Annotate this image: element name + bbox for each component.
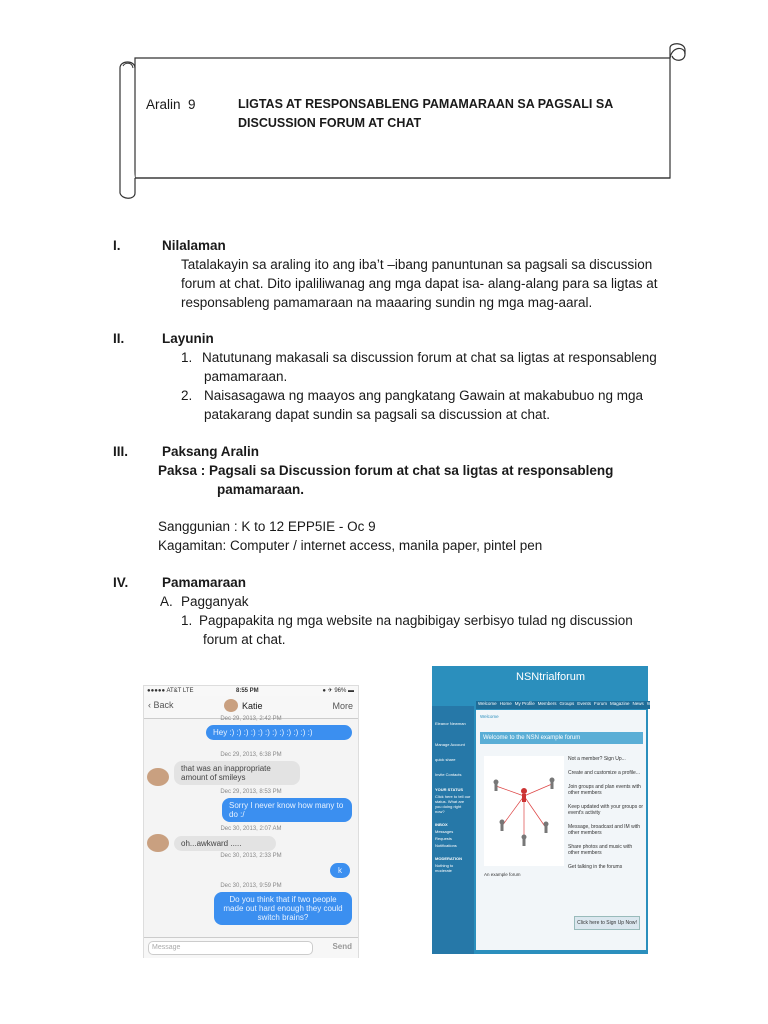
sidebar-heading: INBOX [435,822,448,827]
kagamitan: Kagamitan: Computer / internet access, manila paper, pintel pen [158,538,543,553]
phone-status-bar [144,686,358,696]
message-received: that was an inappropriate amount of smileys [174,761,300,785]
step-text: forum at chat. [203,632,286,647]
signup-heading: Not a member? Sign Up... [568,756,626,762]
objective-text: pamamaraan. [204,369,288,384]
section-2-title: Layunin [162,331,214,346]
forum-nav-item[interactable]: News [632,701,644,706]
sidebar-link[interactable]: Notifications [435,843,457,848]
section-2-numeral: II. [113,331,125,346]
sanggunian: Sanggunian : K to 12 EPP5IE - Oc 9 [158,519,376,534]
timestamp: Dec 30, 2013, 2:33 PM [220,853,282,859]
signup-panel [568,756,644,878]
more-button[interactable]: More [332,701,353,711]
aralin-number: 9 [188,97,196,112]
step-text: Pagpapakita ng mga website na nagbibigay serbisyo tulad ng discussion [199,613,633,628]
sidebar-text: Click here to tell our status. What are you doing right now? [435,794,471,814]
forum-header [432,666,648,698]
forum-nav-item[interactable]: Home [499,701,512,706]
objective-text: patakarang dapat sundin sa pagsali sa discussion at chat. [204,407,550,422]
network-people-illustration [484,756,564,866]
forum-nav-item[interactable]: Events [577,701,592,706]
lesson-title-line2: DISCUSSION FORUM AT CHAT [238,116,422,130]
feature-item: Create and customize a profile... [568,770,640,776]
carrier-label: ●●●●● AT&T LTE [147,688,194,694]
message-sent: Do you think that if two people made out hard enough they could switch brains? [214,892,352,925]
forum-sidebar [432,706,474,954]
section-3-title: Paksang Aralin [162,444,260,459]
timestamp: Dec 30, 2013, 2:07 AM [220,826,282,832]
sidebar-link[interactable]: Invite Contacts [435,772,462,777]
section-4-numeral: IV. [113,575,129,590]
forum-caption: An example forum [484,872,521,877]
sub-letter: A. [160,594,173,609]
forum-screenshot [432,666,662,954]
sidebar-heading: MODERATION [435,856,463,861]
sidebar-text: Nothing to moderate [435,863,454,873]
sidebar-link[interactable]: Manage Account [435,742,465,747]
chevron-left-icon: ‹ [148,700,154,710]
back-label: Back [153,700,174,710]
lesson-label [146,95,196,114]
contact-avatar [224,699,238,712]
clock-label: 8:55 PM [236,688,259,694]
timestamp: Dec 30, 2013, 9:59 PM [220,883,282,889]
welcome-tab[interactable]: Welcome [480,714,499,719]
lesson-title-line1: LIGTAS AT RESPONSABLENG PAMAMARAAN SA PAGSALI SA [238,97,614,111]
section-1-numeral: I. [113,238,121,253]
feature-item: Share photos and music with other members [568,844,633,856]
sidebar-heading: YOUR STATUS [435,787,464,792]
timestamp: Dec 29, 2013, 8:53 PM [220,789,282,795]
forum-nav [476,701,662,709]
contact-avatar [147,834,169,852]
message-sent: k [330,863,350,878]
forum-nav-item[interactable]: Welcome [478,701,497,706]
timestamp: Dec 29, 2013, 6:38 PM [220,752,282,758]
step-number: 1. [181,613,193,628]
forum-nav-item[interactable]: Wishes [646,701,662,706]
contact-avatar [147,768,169,786]
feature-item: Message, broadcast and IM with other members [568,824,640,836]
contact-name: Katie [242,701,263,711]
sub-title: Pagganyak [181,594,249,609]
sidebar-link[interactable]: quick share [435,757,456,762]
aralin-label: Aralin [146,97,181,112]
paksa-line: Paksa : Pagsali sa Discussion forum at chat sa ligtas at responsableng [158,463,614,478]
section-4-title: Pamamaraan [162,575,247,590]
nilalaman-line: Tatalakayin sa araling ito ang iba’t –ibang panuntunan sa pagsali sa discussion [181,257,653,272]
battery-label: ● ✈ 96% ▬ [322,688,354,694]
message-received: oh...awkward ..... [174,836,276,851]
section-1-title: Nilalaman [162,238,226,253]
signup-button[interactable]: Click here to Sign Up Now! [574,916,640,930]
nilalaman-line: responsableng pamamaraan na maaaring sundin ng mga mag-aaral. [181,295,593,310]
chat-screenshot [143,685,359,958]
timestamp: Dec 29, 2013, 2:42 PM [220,716,282,722]
sidebar-link[interactable]: Requests [435,836,452,841]
forum-nav-item[interactable]: Magazine [610,701,630,706]
send-button[interactable]: Send [332,942,352,951]
message-sent: Hey :) :) :) :) :) :) :) :) :) :) :) :) [206,725,352,740]
sidebar-user[interactable]: Eleanor Newman [435,721,466,726]
forum-nav-item[interactable]: My Profile [514,701,535,706]
nilalaman-line: forum at chat. Dito ipaliliwanag ang mga dapat isa- alang-alang para sa ligtas at [181,276,658,291]
feature-item: Get talking in the forums [568,864,623,870]
forum-nav-item[interactable]: Groups [559,701,575,706]
objective-number: 2. [181,388,193,403]
forum-main [476,710,646,950]
welcome-heading: Welcome to the NSN example forum [480,732,643,744]
forum-title: NSNtrialforum [516,671,586,683]
feature-item: Join groups and plan events with other members [568,784,641,796]
objective-text: Naisasagawa ng maayos ang pangkatang Gawain at makabubuo ng mga [204,388,644,403]
forum-nav-item[interactable]: Forum [594,701,608,706]
message-input[interactable]: Message [148,941,313,955]
paksa-line: pamamaraan. [217,482,305,497]
sidebar-link[interactable]: Messages [435,829,454,834]
objective-text: Natutunang makasali sa discussion forum at chat sa ligtas at responsableng [202,350,657,365]
forum-nav-item[interactable]: Members [537,701,557,706]
back-button[interactable] [148,700,174,710]
feature-item: Keep updated with your groups or event's activity [568,804,644,816]
message-sent: Sorry I never know how many to do :/ [222,798,352,822]
compose-bar [144,937,358,958]
objective-number: 1. [181,350,193,365]
section-3-numeral: III. [113,444,129,459]
